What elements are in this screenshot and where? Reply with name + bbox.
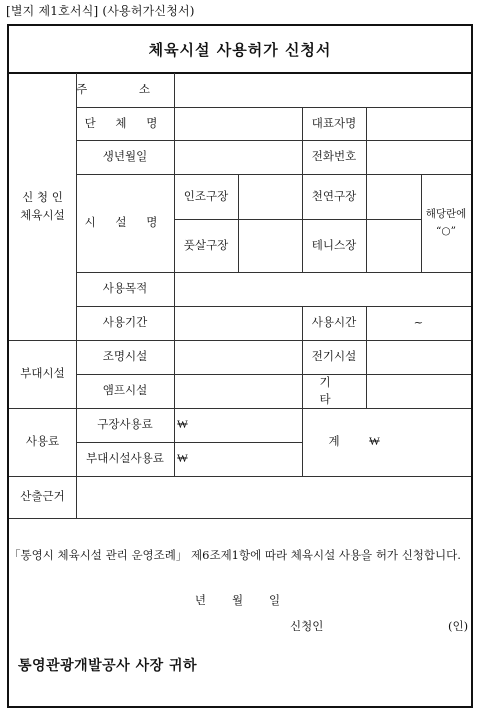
aux-fee-field[interactable]: ₩ — [177, 451, 188, 466]
other-label: 기 타 — [319, 374, 349, 406]
other-field[interactable] — [366, 374, 471, 408]
total-field[interactable]: ₩ — [369, 434, 380, 449]
basis-label: 산출근거 — [20, 489, 65, 504]
purpose-label: 사용목적 — [102, 281, 148, 296]
grass-field-mark[interactable] — [238, 219, 302, 272]
aux-fee-label: 부대시설사용료 — [86, 451, 164, 466]
tennis-court-label: 테니스장 — [311, 237, 357, 252]
date-line — [0, 592, 481, 608]
field-fee-label: 구장사용료 — [97, 417, 153, 432]
facility-name-label: 시 설 명 — [84, 215, 166, 230]
representative-field[interactable] — [366, 107, 471, 140]
org-name-field[interactable] — [174, 107, 302, 140]
phone-label: 전화번호 — [311, 149, 357, 164]
seal-mark: (인) — [448, 619, 469, 633]
lighting-label: 조명시설 — [102, 349, 148, 364]
applicant-section-label — [9, 73, 76, 340]
address-label: 주 소 — [76, 82, 174, 97]
section-line — [9, 518, 471, 519]
natural-field-label: 천연구장 — [311, 188, 357, 203]
total-label: 계 — [328, 434, 340, 449]
tennis-court-mark[interactable] — [366, 219, 421, 272]
application-statement: 「통영시 체육시설 관리 운영조례」 제6조제1항에 따라 체육시설 사용을 허가 신청합니다. — [9, 548, 461, 562]
mark-note-text: 해당란에 — [425, 208, 467, 221]
purpose-field[interactable] — [174, 272, 471, 306]
auxiliary-section-label: 부대시설 — [20, 366, 65, 381]
amp-field[interactable] — [174, 374, 302, 408]
applicant-label: 신 청 인 — [22, 190, 63, 205]
period-field[interactable] — [174, 306, 302, 340]
artificial-field-label: 인조구장 — [183, 188, 229, 203]
artificial-field-mark[interactable] — [238, 174, 302, 219]
electrical-label: 전기시설 — [311, 349, 357, 364]
form-number-label: [별지 제1호서식] (사용허가신청서) — [6, 4, 195, 18]
usage-time-label: 사용시간 — [311, 315, 357, 330]
grass-field-label: 풋살구장 — [183, 237, 229, 252]
basis-field[interactable] — [76, 476, 471, 518]
facility-label: 체육시설 — [20, 207, 65, 222]
form-title: 체육시설 사용허가 신청서 — [148, 40, 332, 59]
birth-date-label: 생년월일 — [102, 149, 148, 164]
mark-instruction — [421, 174, 471, 272]
date-day: 일 — [269, 593, 307, 607]
usage-time-field[interactable]: ~ — [413, 315, 424, 330]
period-label: 사용기간 — [102, 315, 148, 330]
date-year: 년 — [194, 593, 232, 607]
phone-field[interactable] — [366, 140, 471, 174]
addressee: 통영관광개발공사 사장 귀하 — [18, 658, 198, 674]
representative-label: 대표자명 — [311, 115, 357, 130]
date-month: 월 — [231, 593, 270, 607]
circle-mark-symbol: “○” — [436, 225, 456, 237]
fee-section-label: 사용료 — [25, 434, 60, 449]
field-fee-field[interactable]: ₩ — [177, 417, 188, 432]
natural-field-mark[interactable] — [366, 174, 421, 219]
amp-label: 앰프시설 — [102, 383, 148, 398]
lighting-field[interactable] — [174, 340, 302, 374]
electrical-field[interactable] — [366, 340, 471, 374]
org-name-label: 단 체 명 — [84, 115, 166, 130]
birth-date-field[interactable] — [174, 140, 302, 174]
address-field[interactable] — [174, 73, 471, 107]
applicant-signature-label: 신청인 — [290, 619, 324, 633]
